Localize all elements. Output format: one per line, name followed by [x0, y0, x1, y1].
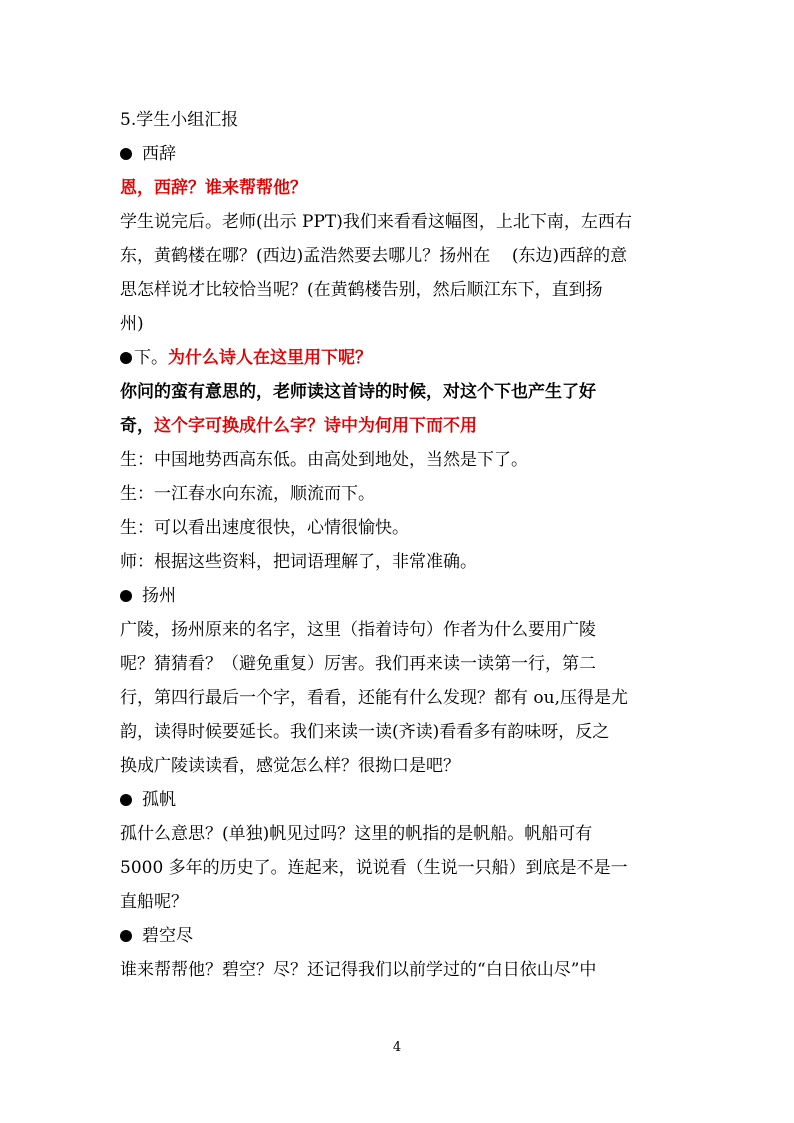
paragraph-line: 东，黄鹤楼在哪？(西边)孟浩然要去哪儿？扬州在 (东边)西辞的意	[120, 246, 628, 266]
paragraph-line: 韵，读得时候要延长。我们来读一读(齐读)看看多有韵味呀，反之	[120, 722, 610, 742]
paragraph-line: 广陵，扬州原来的名字，这里（指着诗句）作者为什么要用广陵	[120, 620, 596, 640]
dialogue-line: 生：中国地势西高东低。由高处到地处，当然是下了。	[120, 450, 528, 470]
paragraph-line: 孤什么意思？(单独)帆见过吗？这里的帆指的是帆船。帆船可有	[120, 824, 593, 844]
section-title: 5.学生小组汇报	[120, 110, 239, 130]
paragraph-line: 5000 多年的历史了。连起来，说说看（生说一只船）到底是不是一	[120, 858, 628, 878]
item-heading-xici: 西辞	[120, 137, 680, 171]
item-heading-xia: 下。为什么诗人在这里用下呢？	[120, 341, 680, 375]
page-number: 4	[392, 1040, 402, 1055]
paragraph-line: 直船呢？	[120, 892, 188, 912]
teacher-question: 这个字可换成什么字？诗中为何用下而不用	[154, 416, 477, 436]
document-page	[120, 103, 680, 987]
bullet-icon	[120, 148, 132, 160]
paragraph-line: 行，第四行最后一个字，看看，还能有什么发现？都有 ou,压得是尤	[120, 688, 628, 708]
bullet-icon	[120, 352, 132, 364]
paragraph-line: 州)	[120, 314, 144, 334]
bullet-icon	[120, 794, 132, 806]
teacher-remark: 奇，这个字可换成什么字？诗中为何用下而不用	[120, 416, 477, 436]
bullet-icon	[120, 590, 132, 602]
paragraph-line: 谁来帮帮他？碧空？尽？还记得我们以前学过的“白日依山尽”中	[120, 960, 597, 980]
dialogue-line: 生：可以看出速度很快，心情很愉快。	[120, 518, 409, 538]
paragraph-line: 呢？猜猜看？（避免重复）厉害。我们再来读一读第一行，第二	[120, 654, 596, 674]
teacher-question: 恩，西辞？谁来帮帮他？	[120, 178, 307, 198]
item-heading-bikongjin: 碧空尽	[120, 919, 680, 953]
teacher-question: 为什么诗人在这里用下呢？	[168, 348, 372, 368]
item-heading-gufan: 孤帆	[120, 783, 680, 817]
dialogue-line: 生：一江春水向东流，顺流而下。	[120, 484, 375, 504]
item-heading-yangzhou: 扬州	[120, 579, 680, 613]
dialogue-line: 师：根据这些资料，把词语理解了，非常准确。	[120, 552, 477, 572]
teacher-remark: 你问的蛮有意思的，老师读这首诗的时候，对这个下也产生了好	[120, 382, 596, 402]
paragraph-line: 换成广陵读读看，感觉怎么样？很拗口是吧？	[120, 756, 460, 776]
paragraph-line: 学生说完后。老师(出示 PPT)我们来看看这幅图，上北下南，左西右	[120, 212, 632, 232]
paragraph-line: 思怎样说才比较恰当呢？(在黄鹤楼告别，然后顺江东下，直到扬	[120, 280, 603, 300]
bullet-icon	[120, 930, 132, 942]
